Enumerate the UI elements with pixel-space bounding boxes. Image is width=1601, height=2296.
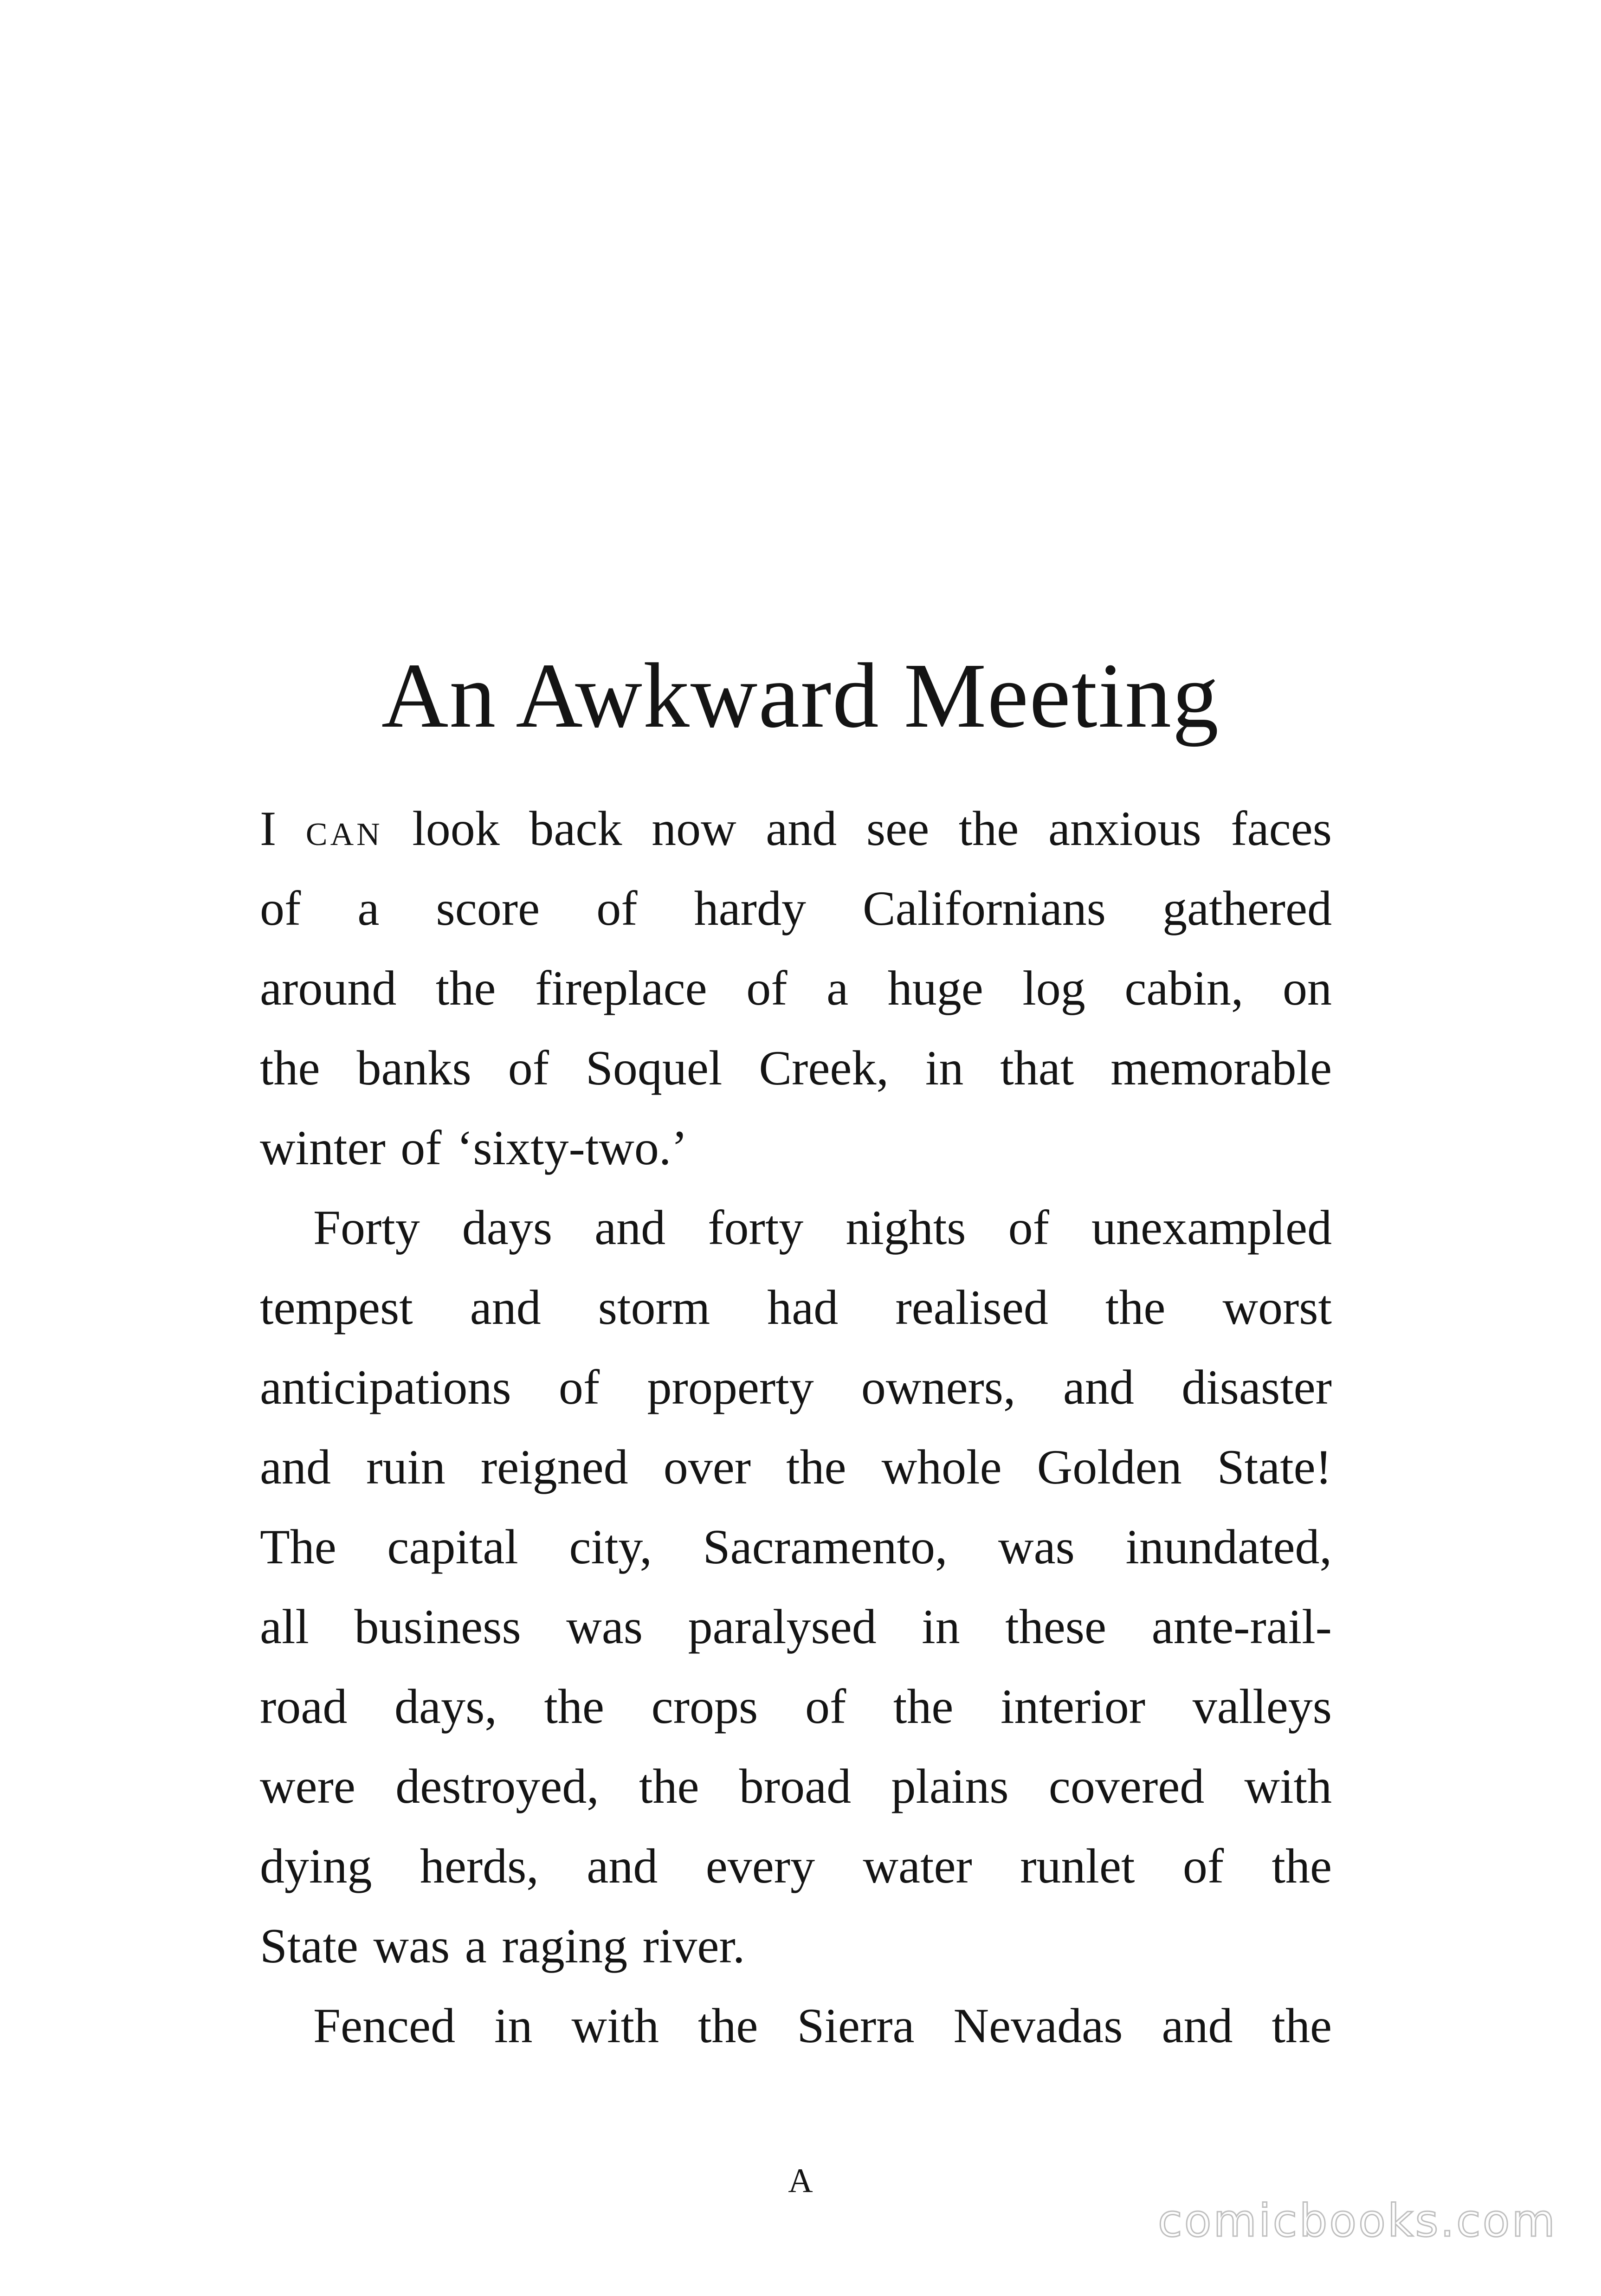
text-line: around the fireplace of a huge log cabin, on bbox=[260, 961, 1332, 1015]
text-line: winter of ‘sixty-two.’ bbox=[260, 1121, 688, 1175]
text-line: of a score of hardy Californians gathered bbox=[260, 881, 1332, 935]
text-line: The capital city, Sacramento, was inundated, bbox=[260, 1520, 1332, 1574]
text-line: and ruin reigned over the whole Golden State! bbox=[260, 1440, 1332, 1494]
text-line: Forty days and forty nights of unexampled bbox=[313, 1200, 1332, 1255]
watermark-logo: comicbooks.com bbox=[1157, 2195, 1557, 2247]
text-line: road days, the crops of the interior valleys bbox=[260, 1679, 1332, 1734]
text-line: were destroyed, the broad plains covered with bbox=[260, 1759, 1332, 1813]
text-line: dying herds, and every water runlet of the bbox=[260, 1839, 1332, 1893]
line-text: look back now and see the anxious faces bbox=[382, 801, 1332, 856]
text-line: Fenced in with the Sierra Nevadas and the bbox=[313, 1999, 1332, 2053]
small-caps-word: CAN bbox=[305, 817, 383, 852]
text-line bbox=[260, 789, 1332, 869]
text-line: all business was paralysed in these ante-rail- bbox=[260, 1599, 1332, 1654]
text-line: tempest and storm had realised the worst bbox=[260, 1280, 1332, 1335]
text-line: anticipations of property owners, and disaster bbox=[260, 1360, 1332, 1414]
chapter-title: An Awkward Meeting bbox=[381, 645, 1220, 747]
body-text bbox=[260, 789, 1332, 2066]
text-line: State was a raging river. bbox=[260, 1919, 745, 1973]
drop-word: I bbox=[260, 801, 277, 856]
text-line: the banks of Soquel Creek, in that memorable bbox=[260, 1041, 1332, 1095]
signature-mark: A bbox=[788, 2162, 813, 2200]
